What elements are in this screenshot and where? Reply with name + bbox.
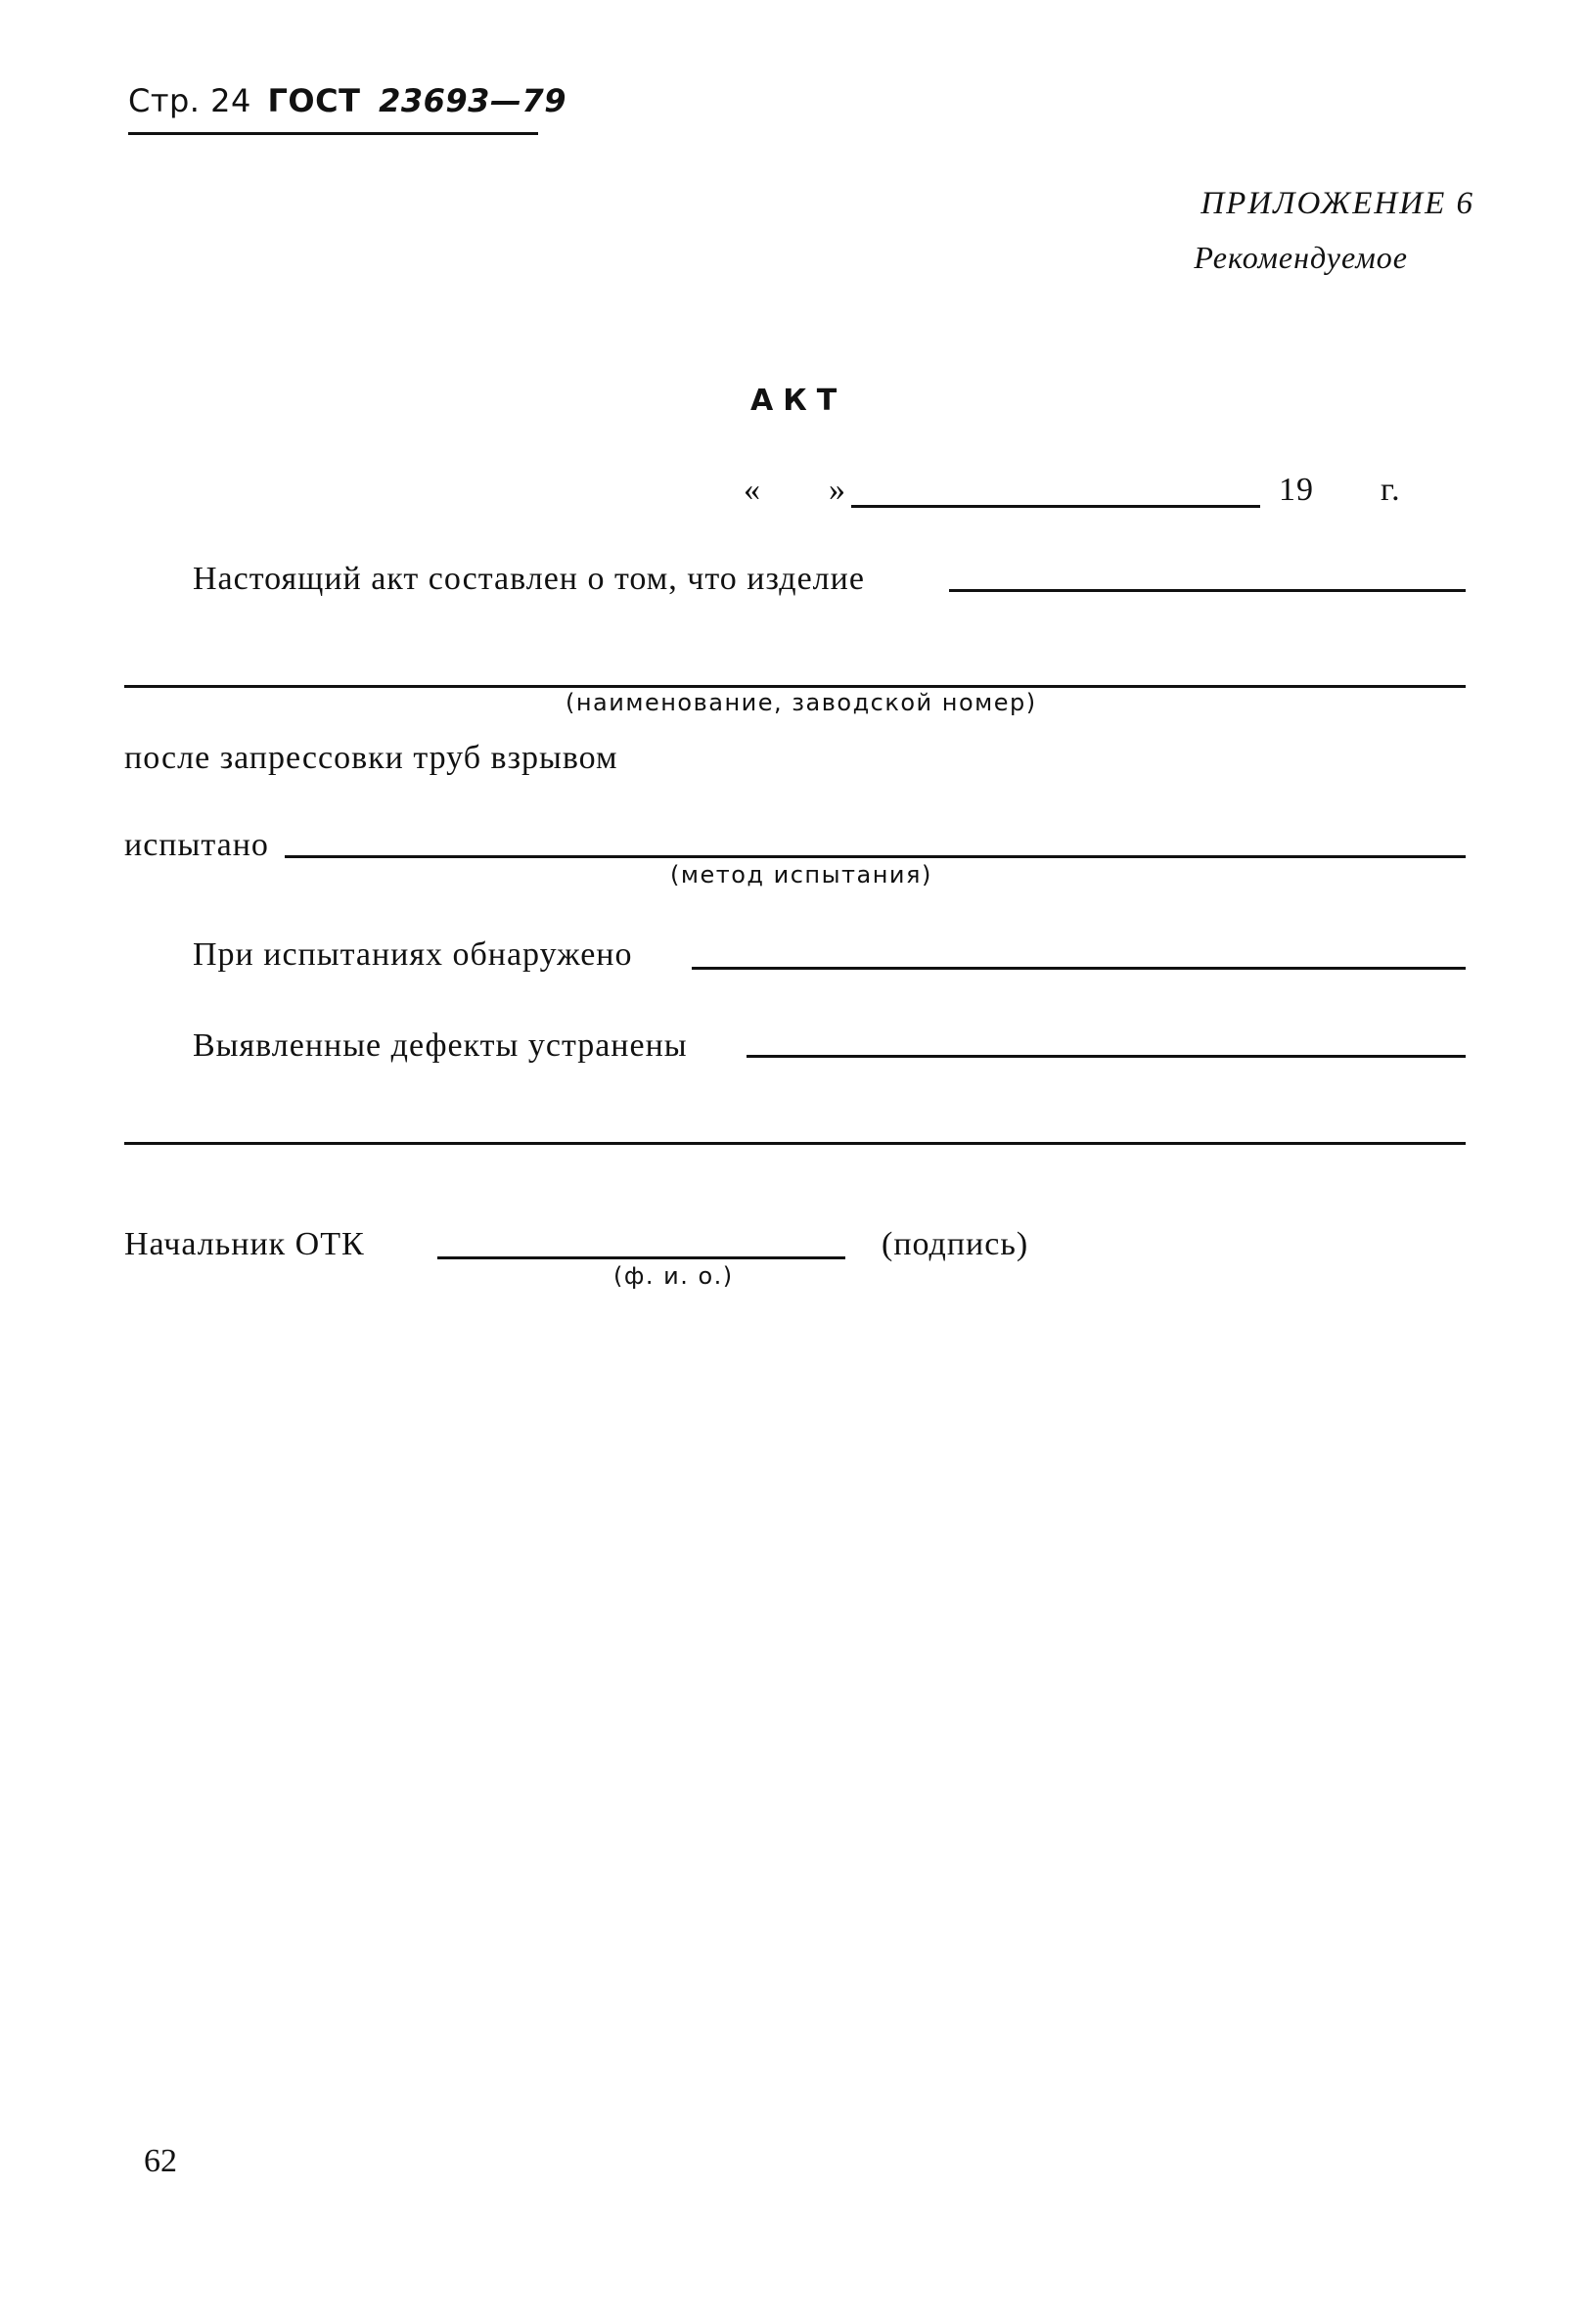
- product-field[interactable]: [949, 589, 1466, 592]
- chief-name-field[interactable]: [437, 1256, 845, 1259]
- standard-number: 23693—79: [379, 82, 566, 119]
- signature-label: (подпись): [882, 1226, 1029, 1262]
- header-underline: [128, 132, 538, 135]
- defects-field-continued[interactable]: [124, 1142, 1466, 1145]
- product-caption: (наименование, заводской номер): [566, 689, 1037, 716]
- defects-label: Выявленные дефекты устранены: [193, 1027, 688, 1064]
- page-label: Стр. 24: [128, 82, 251, 119]
- date-field[interactable]: [851, 505, 1260, 508]
- name-caption: (ф. и. о.): [613, 1262, 734, 1290]
- statement-prefix: Настоящий акт составлен о том, что изделие: [193, 561, 865, 597]
- tested-label: испытано: [124, 827, 269, 863]
- date-year-suffix: г.: [1381, 472, 1401, 508]
- form-title: АКТ: [750, 384, 847, 418]
- date-open-quote: «: [744, 472, 761, 508]
- appendix-title: ПРИЛОЖЕНИЕ 6: [1200, 186, 1474, 221]
- found-field[interactable]: [692, 967, 1466, 970]
- method-caption: (метод испытания): [670, 861, 932, 889]
- defects-field[interactable]: [747, 1055, 1466, 1058]
- found-label: При испытаниях обнаружено: [193, 936, 633, 973]
- page-header: [128, 82, 566, 119]
- date-close-quote: »: [829, 472, 846, 508]
- date-year-prefix: 19: [1279, 472, 1314, 508]
- page-number: 62: [144, 2143, 177, 2179]
- product-field-continued[interactable]: [124, 685, 1466, 688]
- chief-label: Начальник ОТК: [124, 1226, 365, 1262]
- standard-code: ГОСТ: [267, 82, 361, 119]
- appendix-status: Рекомендуемое: [1194, 240, 1408, 275]
- after-pressing-text: после запрессовки труб взрывом: [124, 740, 618, 776]
- test-method-field[interactable]: [285, 855, 1466, 858]
